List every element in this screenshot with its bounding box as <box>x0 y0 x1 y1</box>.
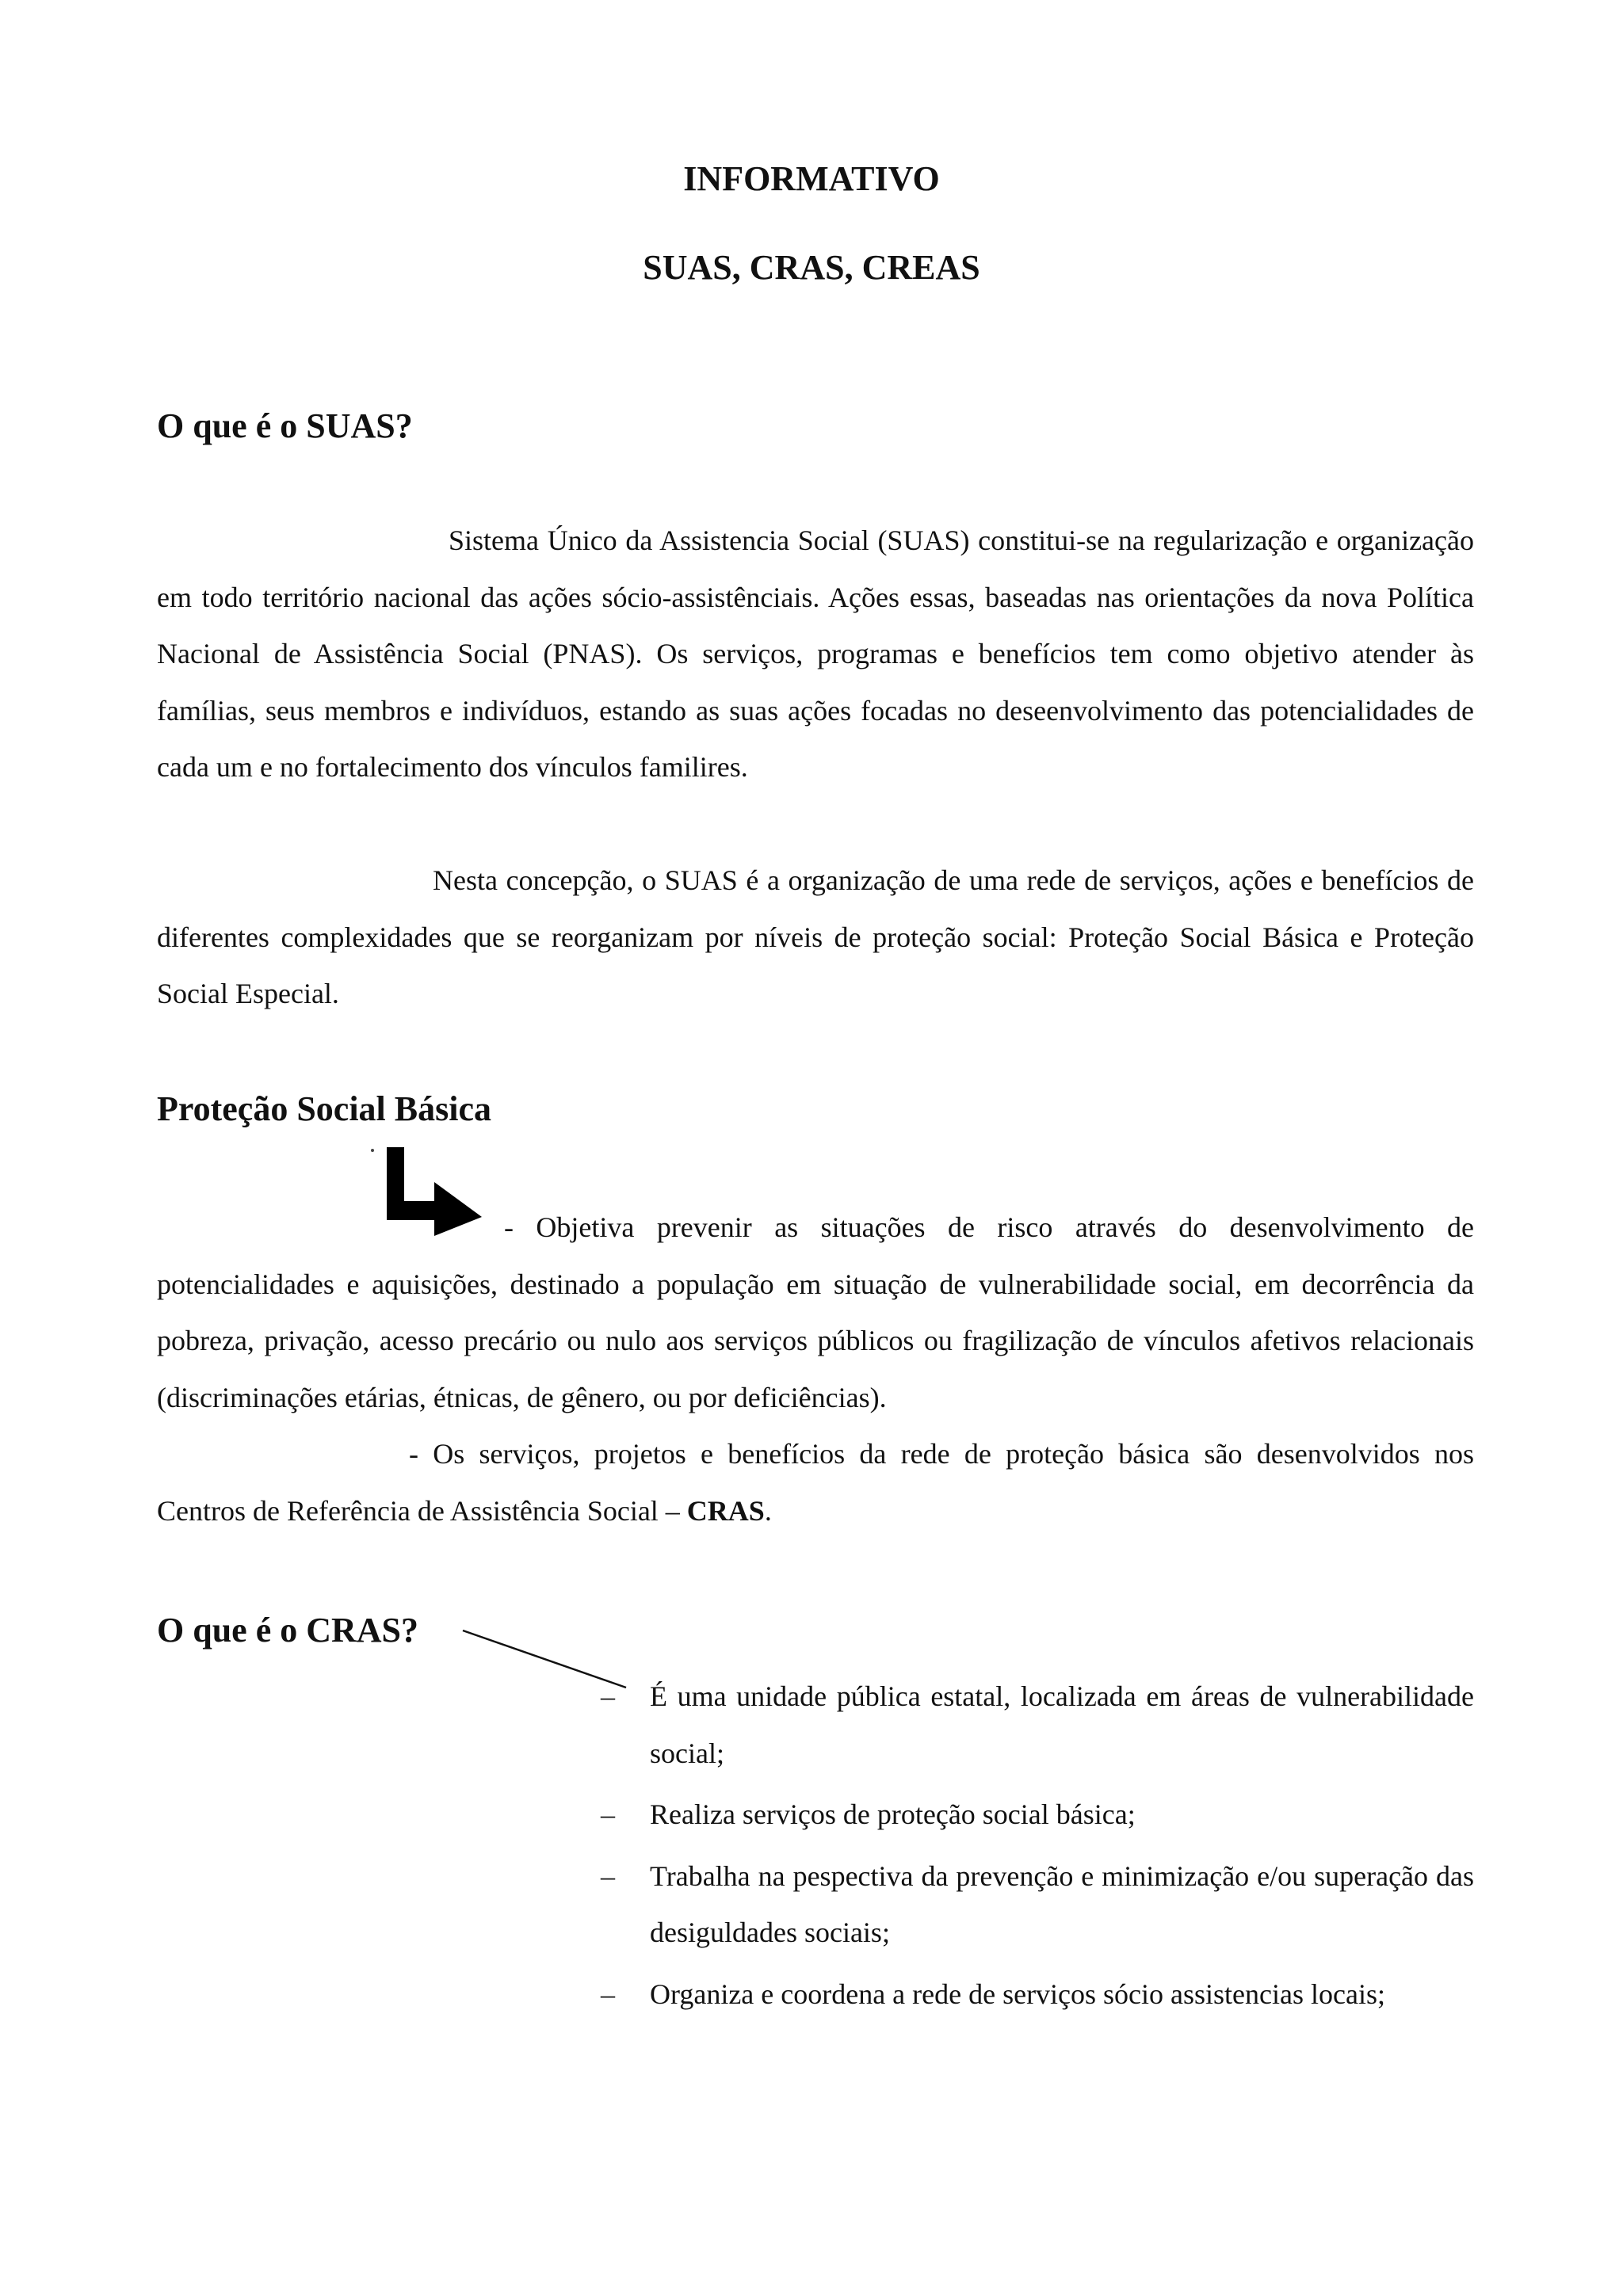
suas-paragraph-1: Sistema Único da Assistencia Social (SUAS) constitui-se na regularização e organização em todo território nacional das ações sócio-assistênciais. Ações essas, baseadas nas orientações da nova Política Nacional de Assistência Social (PNAS). Os serviços, programas e benefícios tem como objetivo atender às famílias, seus membros e indivíduos, estando as suas ações focadas no deseenvolvimento das potencialidades de cada um e no fortalecimento dos vínculos familires. <box>157 524 1474 783</box>
list-item <box>601 1966 1474 2023</box>
list-item <box>601 1669 1474 1782</box>
document-subtitle: SUAS, CRAS, CREAS <box>643 248 980 287</box>
list-item-text: Realiza serviços de proteção social básica; <box>650 1798 1136 1830</box>
protecao-basica-paragraph-2-text: - Os serviços, projetos e benefícios da rede de proteção básica são desenvolvidos nos Centros de Referência de Assistência Social – <box>157 1438 1474 1527</box>
protecao-basica-paragraph-2 <box>157 1426 1474 1539</box>
protecao-basica-paragraph-2-end: . <box>764 1494 772 1527</box>
heading-cras: O que é o CRAS? <box>157 1611 419 1650</box>
list-item <box>601 1848 1474 1962</box>
cras-acronym: CRAS <box>686 1494 765 1527</box>
dash-bullet-icon: – <box>601 1798 615 1830</box>
stray-dot <box>371 1149 374 1152</box>
cras-list <box>601 1669 1474 2027</box>
heading-protecao-basica: Proteção Social Básica <box>157 1089 491 1128</box>
dash-bullet-icon: – <box>601 1859 615 1892</box>
dash-bullet-icon: – <box>601 1680 615 1712</box>
document-title: INFORMATIVO <box>683 159 940 198</box>
dash-bullet-icon: – <box>601 1978 615 2010</box>
suas-paragraph-2: Nesta concepção, o SUAS é a organização de uma rede de serviços, ações e benefícios de diferentes complexidades que se reorganizam por níveis de proteção social: Proteção Social Básica e Proteção Social Especial. <box>157 864 1474 1009</box>
heading-suas: O que é o SUAS? <box>157 406 413 445</box>
list-item-text: É uma unidade pública estatal, localizada em áreas de vulnerabilidade social; <box>650 1680 1474 1769</box>
list-item-text: Trabalha na pespectiva da prevenção e minimização e/ou superação das desiguldades sociais; <box>650 1859 1474 1948</box>
protecao-basica-paragraph-1: - Objetiva prevenir as situações de risco através do desenvolvimento de potencialidades e aquisições, destinado a população em situação de vulnerabilidade social, em decorrência da pobreza, privação, acesso precário ou nulo aos serviços públicos ou fragilização de vínculos afetivos relacionais (discriminações etárias, étnicas, de gênero, ou por deficiências). <box>157 1211 1474 1413</box>
list-item-text: Organiza e coordena a rede de serviços sócio assistencias locais; <box>650 1978 1385 2010</box>
list-item <box>601 1787 1474 1844</box>
